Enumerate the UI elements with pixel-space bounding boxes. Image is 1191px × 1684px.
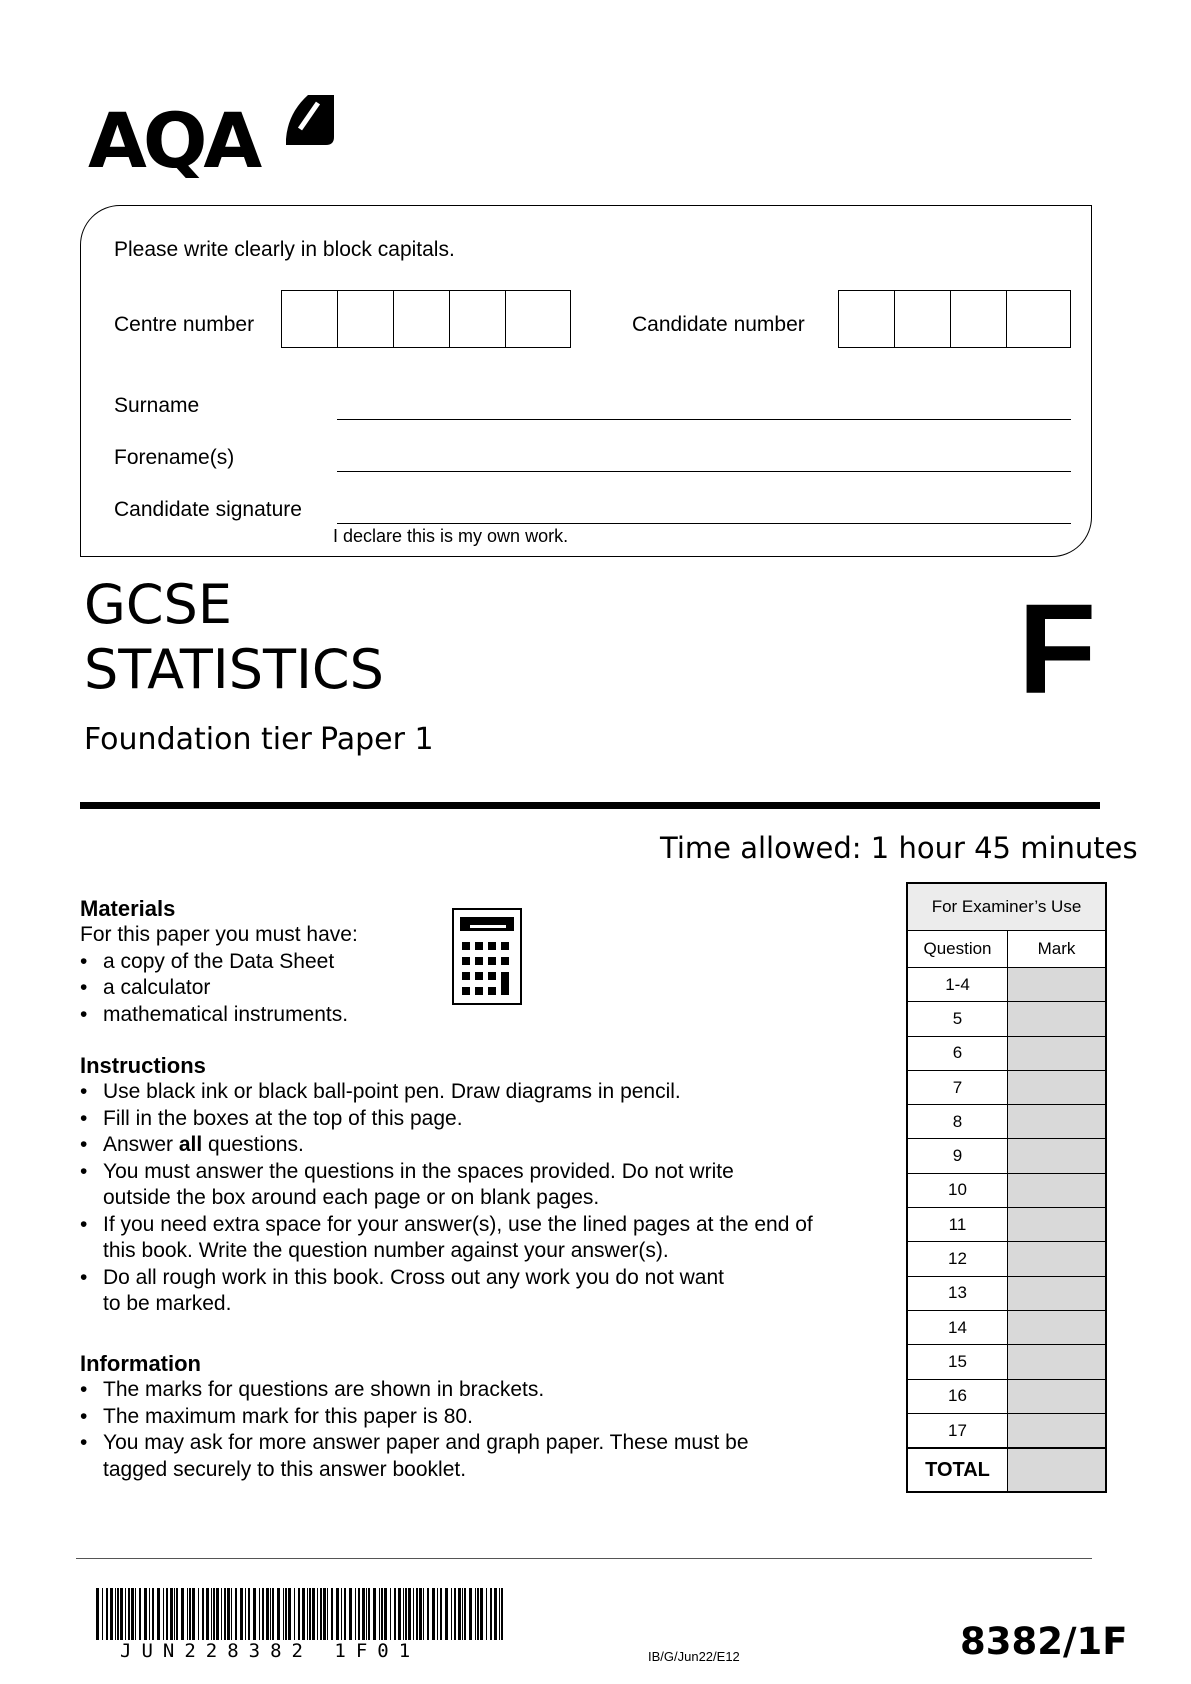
mark-cell[interactable] xyxy=(1008,1380,1105,1413)
table-row xyxy=(908,1139,1105,1173)
question-column-header: Question xyxy=(908,931,1008,967)
centre-number-digit[interactable] xyxy=(450,291,506,347)
instructions-list xyxy=(80,1079,880,1318)
signature-field[interactable] xyxy=(337,523,1071,524)
signature-label: Candidate signature xyxy=(114,498,302,521)
aqa-logo xyxy=(88,93,348,183)
list-item: • Answer all questions. xyxy=(80,1132,880,1159)
question-number-cell: 15 xyxy=(908,1345,1008,1378)
list-item: • You may ask for more answer paper and graph paper. These must be tagged securely to this answer booklet. xyxy=(80,1430,880,1483)
mark-cell[interactable] xyxy=(1008,1037,1105,1070)
mark-cell[interactable] xyxy=(1008,1414,1105,1447)
qualification-title: GCSE xyxy=(84,573,232,636)
time-allowed: Time allowed: 1 hour 45 minutes xyxy=(660,831,1138,865)
list-item: • You must answer the questions in the spaces provided. Do not write outside the box around each page or on blank pages. xyxy=(80,1159,880,1212)
question-number-cell: 11 xyxy=(908,1208,1008,1241)
paper-reference: IB/G/Jun22/E12 xyxy=(648,1649,740,1664)
materials-heading: Materials xyxy=(80,896,176,921)
table-row xyxy=(908,1105,1105,1139)
list-item: • mathematical instruments. xyxy=(80,1002,480,1029)
question-number-cell: 17 xyxy=(908,1414,1008,1447)
table-row xyxy=(908,1414,1105,1448)
table-row xyxy=(908,1277,1105,1311)
list-item: • If you need extra space for your answer(s), use the lined pages at the end of this book. Write the question number against your answer(s). xyxy=(80,1212,880,1265)
centre-number-input[interactable] xyxy=(281,290,571,348)
mark-cell[interactable] xyxy=(1008,1174,1105,1207)
question-number-cell: 10 xyxy=(908,1174,1008,1207)
question-number-cell: 8 xyxy=(908,1105,1008,1138)
question-number-cell: 12 xyxy=(908,1242,1008,1275)
table-row xyxy=(908,1002,1105,1036)
candidate-number-label: Candidate number xyxy=(632,313,805,336)
candidate-number-digit[interactable] xyxy=(895,291,951,347)
centre-number-digit[interactable] xyxy=(338,291,394,347)
examiner-table-title: For Examiner’s Use xyxy=(908,884,1105,931)
question-number-cell: 13 xyxy=(908,1277,1008,1310)
question-number-cell: 14 xyxy=(908,1311,1008,1344)
list-item: • The marks for questions are shown in brackets. xyxy=(80,1377,880,1404)
information-list xyxy=(80,1377,880,1483)
list-item: • Do all rough work in this book. Cross out any work you do not want to be marked. xyxy=(80,1265,880,1318)
materials-intro: For this paper you must have: xyxy=(80,923,358,946)
forenames-label: Forename(s) xyxy=(114,446,235,469)
centre-number-digit[interactable] xyxy=(394,291,450,347)
information-section xyxy=(80,1351,880,1483)
header-divider xyxy=(80,802,1100,809)
question-number-cell: 6 xyxy=(908,1037,1008,1070)
mark-cell[interactable] xyxy=(1008,1345,1105,1378)
total-label: TOTAL xyxy=(908,1449,1008,1491)
surname-field[interactable] xyxy=(337,419,1071,420)
candidate-number-digit[interactable] xyxy=(839,291,895,347)
instructions-section xyxy=(80,1053,880,1318)
mark-cell[interactable] xyxy=(1008,1242,1105,1275)
mark-cell[interactable] xyxy=(1008,1071,1105,1104)
tier-label: Foundation tier xyxy=(84,722,312,757)
list-item: • a calculator xyxy=(80,975,480,1002)
candidate-number-input[interactable] xyxy=(838,290,1071,348)
information-heading: Information xyxy=(80,1351,201,1376)
table-row xyxy=(908,968,1105,1002)
list-item: • The maximum mark for this paper is 80. xyxy=(80,1404,880,1431)
candidate-number-digit[interactable] xyxy=(1007,291,1063,347)
forenames-field[interactable] xyxy=(337,471,1071,472)
paper-label: Paper 1 xyxy=(320,722,434,757)
barcode-image xyxy=(96,1588,506,1640)
list-item: • a copy of the Data Sheet xyxy=(80,949,480,976)
centre-number-digit[interactable] xyxy=(282,291,338,347)
centre-number-label: Centre number xyxy=(114,313,255,336)
examiner-total-row xyxy=(908,1448,1105,1491)
mark-cell[interactable] xyxy=(1008,1002,1105,1035)
table-row xyxy=(908,1037,1105,1071)
question-number-cell: 1-4 xyxy=(908,968,1008,1001)
candidate-number-digit[interactable] xyxy=(951,291,1007,347)
mark-cell[interactable] xyxy=(1008,1139,1105,1172)
barcode-text: JUN228382 1F01 xyxy=(120,1640,421,1662)
question-number-cell: 9 xyxy=(908,1139,1008,1172)
aqa-leaf-icon xyxy=(274,93,434,153)
list-item: • Use black ink or black ball-point pen. Draw diagrams in pencil. xyxy=(80,1079,880,1106)
table-row xyxy=(908,1208,1105,1242)
instructions-heading: Instructions xyxy=(80,1053,206,1078)
block-capitals-instruction: Please write clearly in block capitals. xyxy=(114,238,455,261)
list-item: • Fill in the boxes at the top of this page. xyxy=(80,1106,880,1133)
question-number-cell: 5 xyxy=(908,1002,1008,1035)
aqa-logo-text: AQA xyxy=(88,96,259,185)
examiner-use-table xyxy=(906,882,1107,1493)
materials-section xyxy=(80,896,480,1028)
subject-title: STATISTICS xyxy=(84,638,384,701)
table-row xyxy=(908,1311,1105,1345)
examiner-table-header-row xyxy=(908,931,1105,968)
mark-cell[interactable] xyxy=(1008,1311,1105,1344)
total-mark-cell[interactable] xyxy=(1008,1449,1105,1491)
table-row xyxy=(908,1242,1105,1276)
footer-divider xyxy=(76,1558,1092,1559)
table-row xyxy=(908,1380,1105,1414)
question-number-cell: 16 xyxy=(908,1380,1008,1413)
question-number-cell: 7 xyxy=(908,1071,1008,1104)
centre-number-digit[interactable] xyxy=(506,291,562,347)
paper-code: 8382/1F xyxy=(960,1620,1128,1663)
calculator-icon xyxy=(452,908,522,1005)
mark-cell[interactable] xyxy=(1008,1105,1105,1138)
surname-label: Surname xyxy=(114,394,200,417)
mark-cell[interactable] xyxy=(1008,968,1105,1001)
mark-cell[interactable] xyxy=(1008,1277,1105,1310)
mark-cell[interactable] xyxy=(1008,1208,1105,1241)
tier-letter: F xyxy=(1018,578,1097,721)
materials-list xyxy=(80,949,480,1029)
table-row xyxy=(908,1345,1105,1379)
declaration-text: I declare this is my own work. xyxy=(333,526,569,546)
mark-column-header: Mark xyxy=(1008,931,1105,967)
table-row xyxy=(908,1174,1105,1208)
table-row xyxy=(908,1071,1105,1105)
examiner-table-body xyxy=(908,968,1105,1448)
